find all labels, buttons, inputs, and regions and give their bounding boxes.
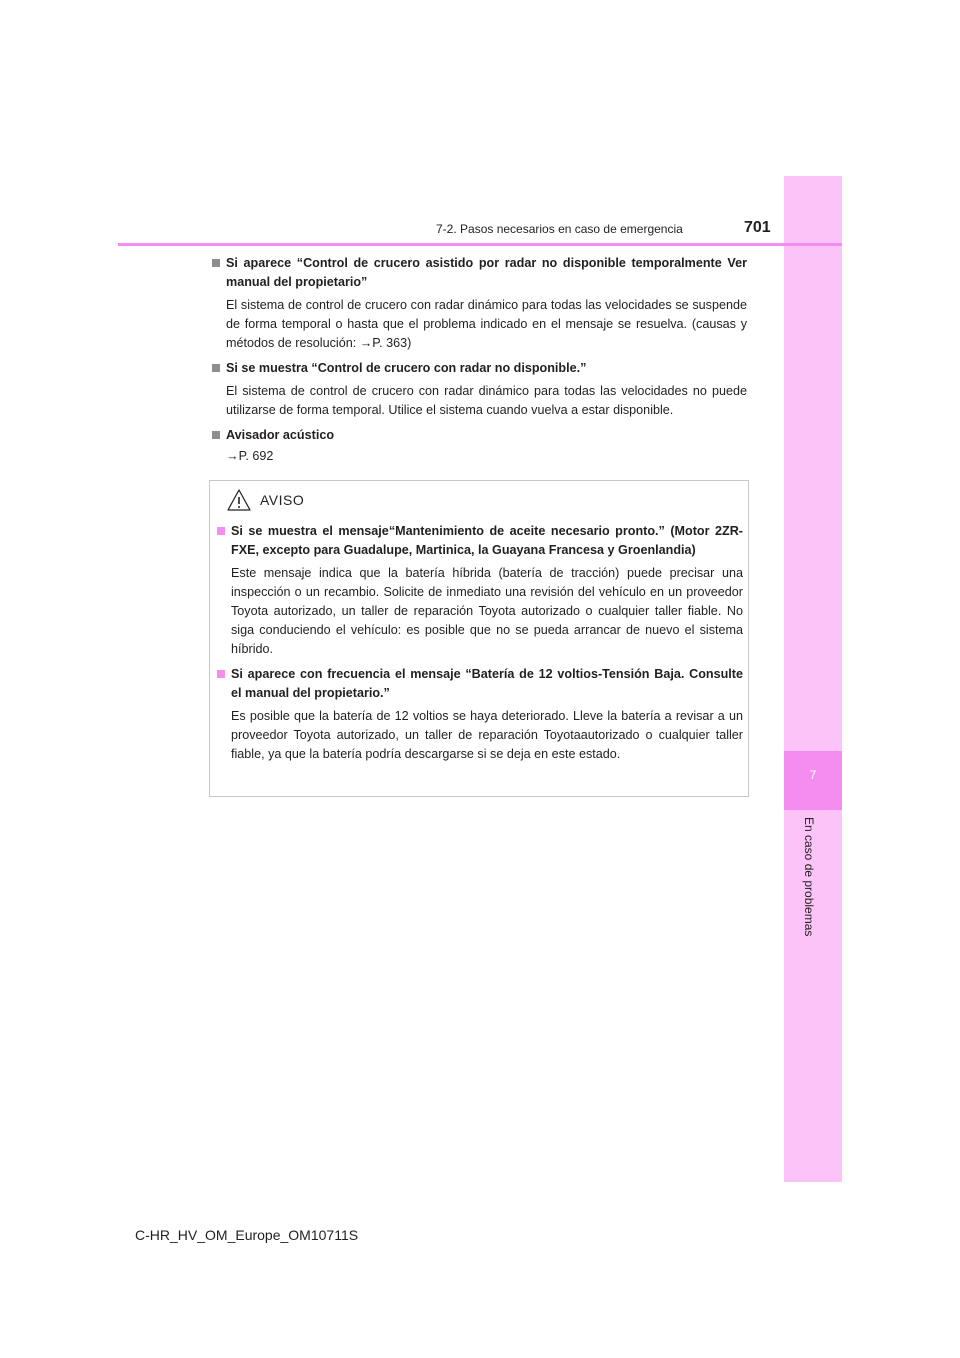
square-bullet-icon: [212, 431, 220, 439]
item-text: El sistema de control de crucero con radar dinámico para todas las velocidades no puede utilizarse de forma temporal. Utilice el sistema cuando vuelva a estar disponible.: [226, 384, 747, 417]
square-bullet-icon: [212, 364, 220, 372]
warning-content: [217, 522, 743, 764]
warning-item-text: Este mensaje indica que la batería híbrida (batería de tracción) puede precisar una inspección o un recambio. Solicite de inmediato una revisión del vehículo en un proveedor Toyota autorizado, un taller de reparación Toyota autorizado o cualquier taller fiable. No siga conduciendo el vehículo: es posible que no se pueda arrancar de nuevo el sistema híbrido.: [231, 566, 743, 656]
header-divider: [118, 243, 842, 246]
main-content: [212, 254, 747, 466]
item-title: Si aparece “Control de crucero asistido por radar no disponible temporalmente Ver manual del propietario”: [212, 254, 747, 292]
page-reference: →P. 692: [226, 449, 274, 463]
square-bullet-icon: [217, 670, 225, 678]
warning-title: AVISO: [260, 492, 305, 508]
item-title: Avisador acústico: [212, 426, 747, 445]
warning-triangle-icon: [226, 488, 252, 512]
chapter-number: 7: [809, 768, 817, 782]
square-bullet-icon: [217, 527, 225, 535]
item-title: Si se muestra “Control de crucero con radar no disponible.”: [212, 359, 747, 378]
document-code: C-HR_HV_OM_Europe_OM10711S: [135, 1227, 359, 1243]
section-title: 7-2. Pasos necesarios en caso de emergencia: [436, 222, 683, 236]
chapter-label: En caso de problemas: [802, 817, 816, 937]
warning-box: [209, 480, 749, 797]
square-bullet-icon: [212, 259, 220, 267]
warning-item-title: Si se muestra el mensaje“Mantenimiento de aceite necesario pronto.” (Motor 2ZR-FXE, excepto para Guadalupe, Martinica, la Guayana Francesa y Groenlandia): [217, 522, 743, 560]
page-number: 701: [744, 219, 771, 236]
side-index-strip: [784, 176, 842, 1182]
warning-item-text: Es posible que la batería de 12 voltios se haya deteriorado. Lleve la batería a revisar a un proveedor Toyota autorizado, un taller de reparación Toyotaautorizado o cualquier taller fiable, ya que la batería podría descargarse si se deja en este estado.: [231, 709, 743, 761]
warning-header: [226, 486, 304, 514]
item-text: El sistema de control de crucero con radar dinámico para todas las velocidades se suspende de forma temporal o hasta que el problema indicado en el mensaje se resuelva. (causas y métodos de resolución: →P. 363): [226, 298, 747, 350]
warning-item-title: Si aparece con frecuencia el mensaje “Batería de 12 voltios-Tensión Baja. Consulte el manual del propietario.”: [217, 665, 743, 703]
